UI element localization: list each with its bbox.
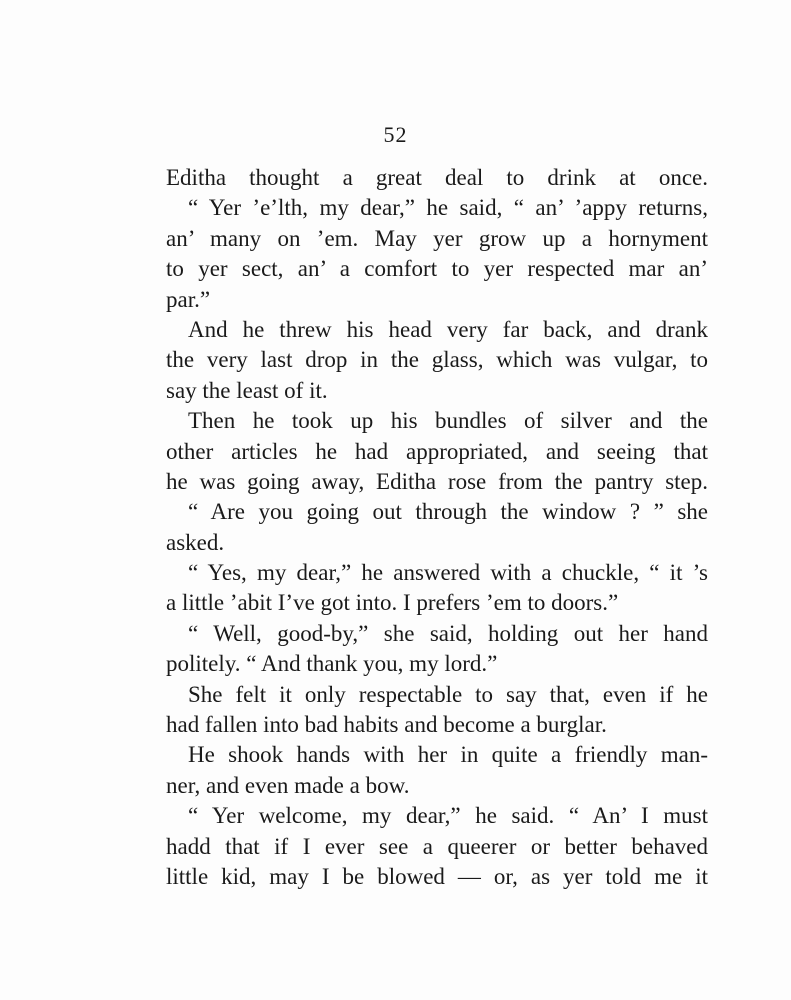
text-line: politely. “ And thank you, my lord.” bbox=[166, 651, 498, 677]
text-line: He shook hands with her in quite a friendly man- bbox=[188, 742, 708, 768]
text-line: “ Well, good-by,” she said, holding out her hand bbox=[188, 620, 708, 646]
page-number: 52 bbox=[383, 122, 408, 147]
text-line: to yer sect, an’ a comfort to yer respected mar an’ bbox=[166, 256, 708, 282]
text-line: an’ many on ’em. May yer grow up a hornyment bbox=[166, 225, 708, 251]
text-line: “ Yer welcome, my dear,” he said. “ An’ I must bbox=[188, 803, 708, 829]
text-line: par.” bbox=[166, 286, 211, 312]
text-line: hadd that if I ever see a queerer or better behaved bbox=[166, 833, 708, 859]
text-line: ner, and even made a bow. bbox=[166, 772, 410, 798]
text-line: other articles he had appropriated, and seeing that bbox=[166, 438, 708, 464]
text-line: Editha thought a great deal to drink at once. bbox=[166, 165, 708, 190]
text-line: the very last drop in the glass, which was vulgar, to bbox=[166, 347, 708, 373]
body-text bbox=[166, 163, 708, 892]
text-line: asked. bbox=[166, 529, 225, 555]
text-line: Then he took up his bundles of silver and the bbox=[188, 408, 708, 434]
text-line: She felt it only respectable to say that, even if he bbox=[188, 681, 708, 707]
text-line: “ Yes, my dear,” he answered with a chuckle, “ it ’s bbox=[188, 560, 708, 586]
text-line: a little ’abit I’ve got into. I prefers ’em to doors.” bbox=[166, 590, 619, 616]
text-line: “ Are you going out through the window ? ” she bbox=[188, 499, 708, 525]
text-line: And he threw his head very far back, and drank bbox=[188, 316, 708, 342]
text-line: “ Yer ’e’lth, my dear,” he said, “ an’ ’appy returns, bbox=[188, 195, 708, 221]
text-line: he was going away, Editha rose from the pantry step. bbox=[166, 468, 708, 494]
text-line: little kid, may I be blowed — or, as yer told me it bbox=[166, 863, 708, 889]
text-line: had fallen into bad habits and become a burglar. bbox=[166, 712, 607, 738]
text-line: say the least of it. bbox=[166, 377, 328, 403]
